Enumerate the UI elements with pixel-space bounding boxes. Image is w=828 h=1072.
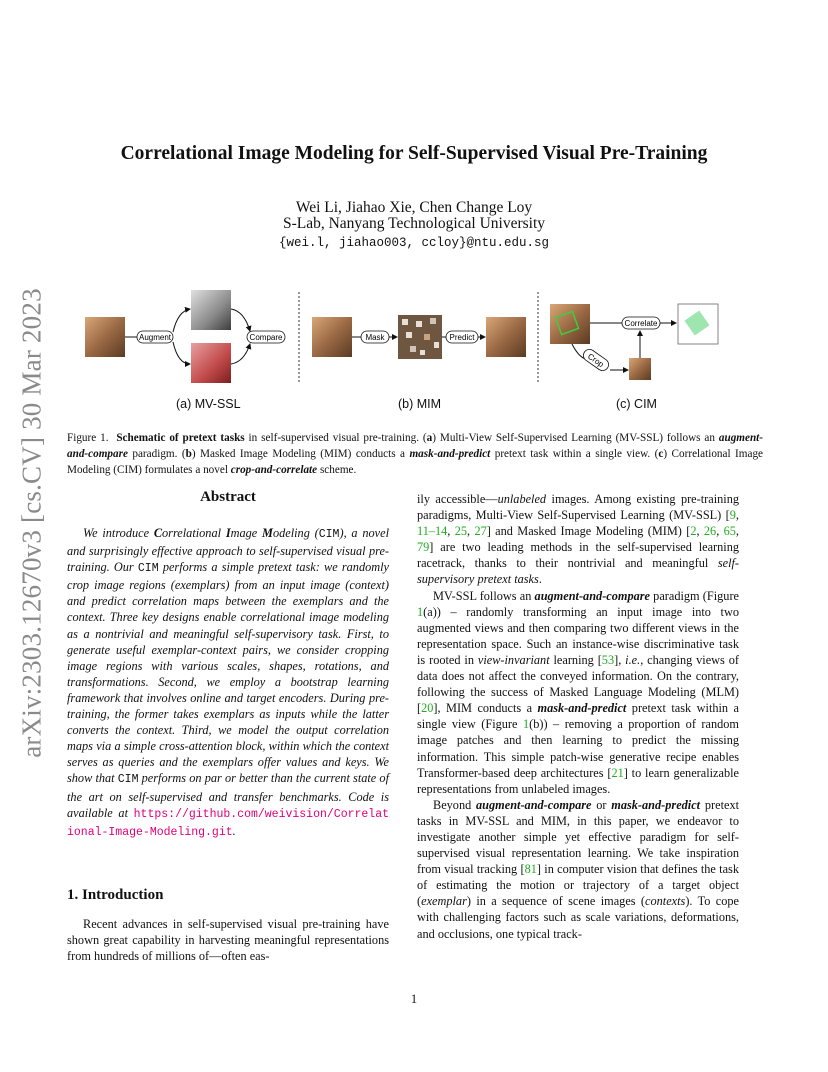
caption-emphasis: augment-and-compare (67, 432, 764, 460)
caption-letter: c (658, 447, 664, 460)
body-emphasis: augment-and-compare (476, 797, 592, 812)
arrow (173, 309, 190, 332)
citation-link[interactable]: 11 (417, 524, 429, 539)
body-text: MV-SSL follows an (433, 588, 535, 603)
correlate-node-label: Correlate (624, 319, 658, 328)
caption-text: ) Masked Image Modeling (MIM) conducts a (191, 447, 410, 460)
arxiv-identifier: arXiv:2303.12670v3 [cs.CV] 30 Mar 2023 (16, 288, 47, 758)
abstract-text: performs on par or better than the current state of the art on self-supervised and transfer benchmarks. Code is available at (67, 771, 389, 820)
body-text: , (735, 524, 739, 539)
body-text: ] in computer vision that defines the task of estimating the motion or trajectory of a target object ( (417, 862, 739, 909)
abstract-text: . (232, 823, 236, 838)
body-text: , (735, 508, 739, 523)
body-text: learning [ (549, 652, 602, 667)
augmented-view-gray-icon (191, 290, 231, 330)
right-column (417, 491, 739, 942)
citation-link[interactable]: 14 (435, 524, 448, 539)
input-image-icon (312, 317, 352, 357)
body-emphasis: unlabeled (497, 492, 547, 506)
caption-text: in self-supervised visual pre-training. ( (244, 432, 427, 444)
body-emphasis: view-invariant (477, 652, 550, 667)
mask-node-label: Mask (365, 333, 385, 342)
reconstructed-image-icon (486, 317, 526, 357)
figure-link[interactable]: 1 (417, 604, 424, 619)
intro-paragraph: Recent advances in self-supervised visual pre-training have shown great capability in harvesting meaningful representations from hundreds of millions of—often eas- (67, 917, 389, 964)
abstract-body (67, 525, 389, 841)
context-image-icon (550, 304, 590, 344)
citation-link[interactable]: 26 (703, 524, 717, 539)
body-text: ). To cope with challenging factors such as scale variations, deformations, and occlusions, one typical track- (417, 894, 739, 941)
abstract-text: orrelational (162, 526, 226, 540)
panel-label-c: (c) CIM (616, 397, 657, 411)
caption-emphasis: mask-and-predict (409, 447, 491, 460)
exemplar-image-icon (629, 358, 651, 380)
caption-text: ) Correlational Image Modeling (CIM) formulates a novel (67, 447, 763, 476)
citation-link[interactable]: 21 (611, 765, 624, 780)
body-text: ily accessible— (417, 492, 498, 506)
predict-node-label: Predict (449, 333, 475, 342)
body-text: (b)) – removing a proportion of random image patches and then learning to predict the missing information. This simple patch-wise generative recipe enables Transformer-based deep architectures [ (417, 717, 739, 780)
body-text: pretext tasks in MV-SSL and MIM, in this paper, we endeavor to investigate another simple yet effective paradigm for self-supervised visual representation learning. We take inspiration from visual tracking [ (417, 797, 740, 877)
cim-acronym: CIM (318, 528, 340, 541)
caption-text: ) Multi-View Self-Supervised Learning (MV-SSL) follows an (432, 432, 719, 444)
abstract-heading: Abstract (200, 489, 256, 505)
citation-link[interactable]: 25 (454, 524, 468, 539)
body-text: , (696, 524, 704, 539)
caption-text: paradigm. ( (127, 447, 186, 460)
body-emphasis: exemplar (421, 894, 467, 909)
body-text: ], MIM conducts a (433, 701, 538, 716)
abstract-text: performs a simple pretext task: we randomly crop image regions (exemplars) from an input image (context) and predict correlation maps between the exemplars and the context. Three key designs enable correlational image modeling as a nontrivial and meaningful self-supervisory task. First, to generate useful exemplar-context pairs, we consider cropping image regions with various scales, shapes, rotations, and transformations. Second, we employ a bootstrap learning framework that involves online and target encoders. During pre-training, the former takes exemplars as inputs while the latter converts the context. Third, we model the output correlation maps via a simple cross-attention block, within which the context serves as queries and the exemplars offer values and keys. We show that (67, 560, 389, 786)
abstract-text: ), a novel and surprisingly effective approach to self-supervised visual pre-training. Our (67, 526, 389, 575)
augmented-view-red-icon (191, 343, 231, 383)
caption-letter: b (185, 447, 192, 460)
body-text: or (591, 797, 612, 812)
body-emphasis: augment-and-compare (534, 588, 650, 603)
cim-acronym: CIM (117, 773, 139, 787)
body-text: Beyond (433, 797, 477, 812)
body-emphasis: self-supervisory pretext tasks (417, 556, 739, 587)
body-text: , (467, 524, 475, 539)
body-text: , (447, 524, 455, 539)
input-image-icon (85, 317, 125, 357)
arxiv-sidebar (14, 288, 50, 758)
body-emphasis: i.e. (625, 652, 641, 667)
caption-text: scheme. (317, 463, 357, 476)
panel-label-b: (b) MIM (398, 397, 442, 411)
right-paragraph-1 (417, 491, 739, 588)
caption-emphasis: crop-and-correlate (230, 463, 318, 476)
caption-bold-head: Schematic of pretext tasks (116, 432, 245, 444)
body-text: ] to learn generalizable representations from unlabeled images. (417, 765, 739, 796)
cim-acronym: CIM (137, 562, 159, 576)
citation-link[interactable]: 2 (690, 524, 697, 539)
caption-letter: a (426, 432, 433, 444)
abstract-initial: C (153, 526, 163, 540)
abstract-initial: M (262, 526, 273, 540)
citation-link[interactable]: 20 (421, 701, 434, 716)
intro-heading: 1. Introduction (67, 887, 164, 903)
caption-text: pretext task within a single view. ( (490, 447, 659, 460)
masked-image-icon (398, 315, 442, 359)
figure-link[interactable]: 1 (522, 717, 530, 732)
author-emails: {wei.l, jiahao003, ccloy}@ntu.edu.sg (278, 236, 550, 250)
right-paragraph-2 (417, 588, 739, 797)
page-number: 1 (410, 992, 418, 1006)
intro-body (67, 916, 389, 964)
citation-link[interactable]: 79 (417, 540, 430, 555)
body-text: ] are two leading methods in the self-supervised learning racetrack, thanks to their nontrivial and meaningful (417, 540, 739, 571)
compare-node-label: Compare (249, 333, 283, 342)
citation-link: – (428, 524, 435, 539)
body-text: , (716, 524, 724, 539)
citation-link[interactable]: 81 (524, 862, 537, 877)
figure-caption (67, 431, 763, 478)
body-text: . (538, 572, 542, 587)
abstract-text: odeling ( (272, 526, 319, 540)
body-text: paradigm (Figure (650, 588, 739, 603)
body-emphasis: mask-and-predict (537, 701, 627, 716)
citation-link[interactable]: 9 (729, 508, 736, 523)
code-repo-link[interactable]: https://github.com/weivision/Correlational-Image-Modeling.git (67, 807, 389, 839)
paper-title: Correlational Image Modeling for Self-Supervised Visual Pre-Training (120, 143, 708, 164)
body-emphasis: contexts (645, 894, 686, 909)
abstract-text: We introduce (83, 526, 154, 540)
panel-label-a: (a) MV-SSL (176, 397, 241, 411)
body-emphasis: mask-and-predict (611, 797, 701, 812)
body-text: ], (614, 652, 626, 667)
crop-node-label: Crop (586, 351, 606, 370)
augment-node-label: Augment (138, 333, 172, 342)
citation-link[interactable]: 65 (723, 524, 736, 539)
panel-mv-ssl (85, 290, 285, 383)
abstract-initial: I (225, 526, 231, 540)
author-list: Wei Li, Jiahao Xie, Chen Change Loy (295, 199, 533, 216)
abstract-text: mage (230, 526, 263, 540)
citation-link[interactable]: 53 (601, 652, 615, 667)
body-text: images. Among existing pre-training paradigms, Multi-View Self-Supervised Learning (MV-SSL) [ (417, 492, 739, 523)
figure-1 (60, 282, 760, 387)
panel-cim (550, 304, 718, 380)
arrow (231, 309, 250, 331)
arrow (231, 344, 250, 364)
citation-link[interactable]: 27 (474, 524, 487, 539)
body-text: ] and Masked Image Modeling (MIM) [ (486, 524, 691, 539)
arrow (173, 342, 190, 364)
caption-prefix: Figure 1. (67, 432, 109, 444)
body-text: pretext task within a single view (Figure (417, 701, 739, 732)
right-paragraph-3 (417, 797, 739, 942)
body-text: ) in a sequence of scene images ( (466, 894, 646, 909)
body-text: (a)) – randomly transforming an input image into two augmented views and then comparing two different views in the representation space. Such an instance-wise discriminative task is rooted in (417, 604, 739, 667)
affiliation: S-Lab, Nanyang Technological University (282, 215, 546, 232)
body-text: , changing views of data does not affect the conveyed information. On the contrary, following the success of Masked Language Modeling (MLM) [ (417, 652, 739, 716)
figure-1-diagram (60, 282, 760, 387)
panel-mim (312, 315, 526, 359)
